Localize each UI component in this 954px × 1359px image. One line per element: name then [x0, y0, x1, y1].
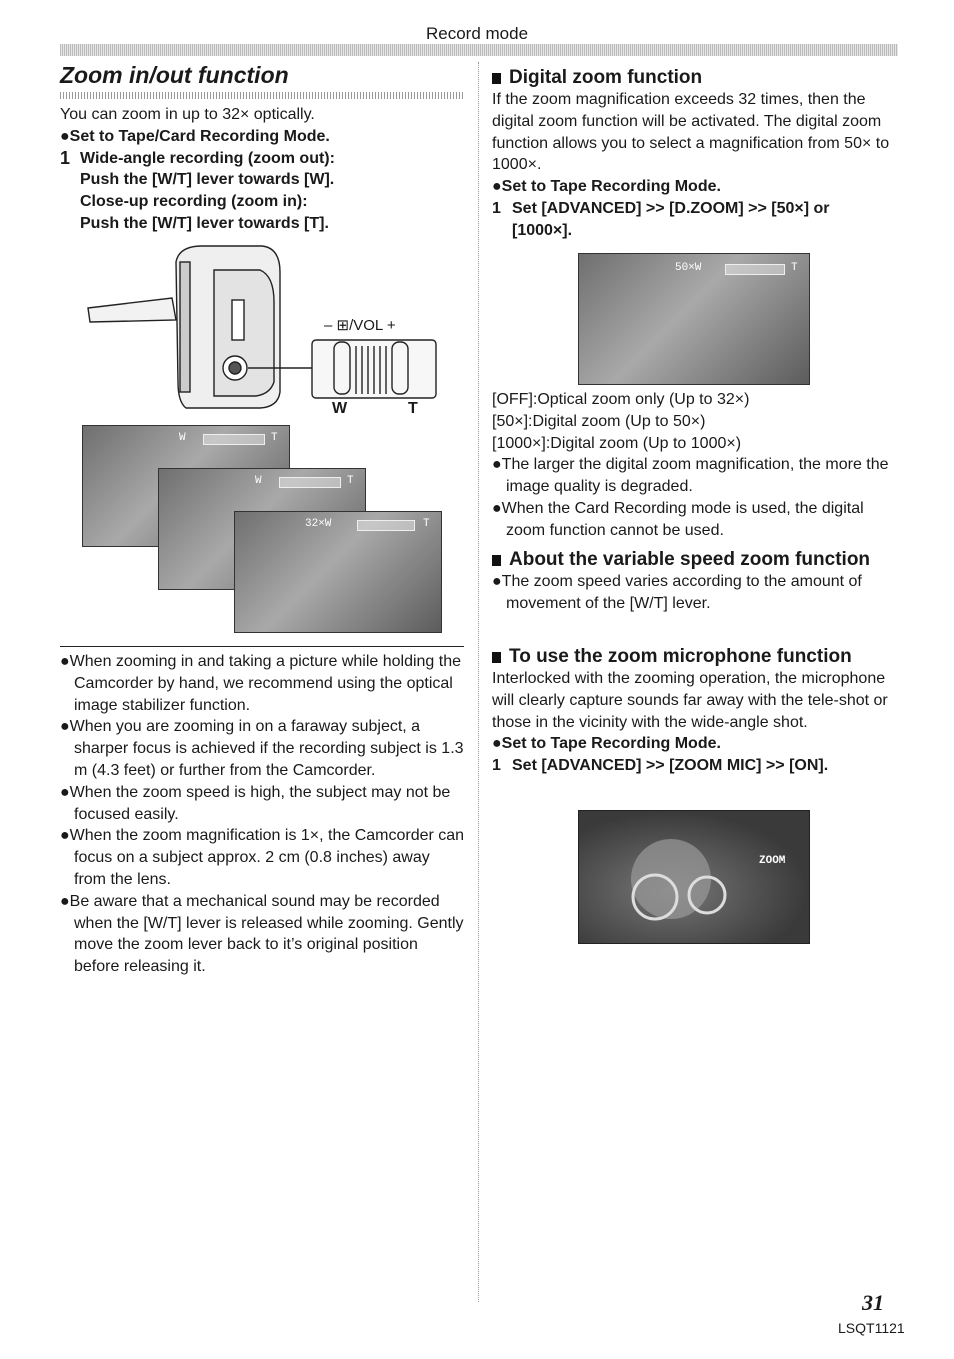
header-band: [60, 44, 898, 56]
note-item: ●When you are zooming in on a faraway subject, a sharper focus is achieved if the recording subject is 1.3 m (4.3 feet) or further from the Camcorder.: [60, 718, 464, 779]
zoom-mic-heading: To use the zoom microphone function: [492, 645, 896, 668]
left-intro-block: [60, 104, 466, 235]
variable-speed-heading: About the variable speed zoom function: [492, 548, 892, 571]
zoom-mic-section: [492, 645, 896, 777]
step-line: Wide-angle recording (zoom out):: [80, 149, 335, 167]
digital-zoom-heading: Digital zoom function: [492, 66, 892, 89]
osd-zoom-value: 50×W: [675, 262, 702, 274]
zoom-screen-3: [234, 511, 442, 633]
left-notes: [60, 651, 466, 978]
step-text: Set [ADVANCED] >> [ZOOM MIC] >> [ON].: [512, 757, 829, 775]
zoom-bar: [357, 520, 415, 531]
page-number: 31: [862, 1290, 884, 1315]
digital-zoom-section: [492, 66, 892, 242]
osd-t-label: T: [423, 518, 430, 530]
square-bullet-icon: [492, 73, 501, 84]
osd-zoom-mic: ZOOM: [759, 855, 786, 867]
section-title: Zoom in/out function: [60, 62, 289, 88]
title-rule: [60, 92, 464, 99]
lever-w-label: W: [332, 400, 348, 417]
osd-zoom-value: 32×W: [305, 518, 332, 530]
note-item: ●The zoom speed varies according to the amount of movement of the [W/T] lever.: [492, 573, 862, 612]
square-bullet-icon: [492, 652, 501, 663]
square-bullet-icon: [492, 555, 501, 566]
lever-label: – ⊞/VOL +: [324, 317, 396, 334]
step-number: 1: [60, 147, 71, 168]
note-item: ●Be aware that a mechanical sound may be recorded when the [W/T] lever is released while zooming. Gently move the zoom lever back to it’s original position before releasing it.: [60, 892, 464, 976]
step-line: Close-up recording (zoom in):: [80, 193, 308, 211]
digital-step-1: [492, 198, 892, 242]
step-text: Set [ADVANCED] >> [D.ZOOM] >> [50×] or [1000×].: [512, 199, 830, 239]
step-line: Push the [W/T] lever towards [W].: [80, 171, 335, 189]
osd-w-label: W: [179, 432, 186, 444]
prereq-text: ●Set to Tape/Card Recording Mode.: [60, 127, 330, 145]
osd-t-label: T: [791, 262, 798, 274]
zoom-bar: [725, 264, 785, 275]
option-item: [1000×]:Digital zoom (Up to 1000×): [492, 434, 742, 452]
osd-t-label: T: [271, 432, 278, 444]
zoom-mic-para: Interlocked with the zooming operation, the microphone will clearly capture sounds far away with the tele-shot or those in the vicinity with the wide-angle shot.: [492, 670, 888, 731]
option-item: [OFF]:Optical zoom only (Up to 32×): [492, 391, 750, 408]
mic-step-1: [492, 755, 896, 777]
notes-rule: [60, 646, 464, 647]
step-1: [60, 148, 466, 235]
note-item: ●When the Card Recording mode is used, the digital zoom function cannot be used.: [492, 499, 864, 539]
osd-w-label: W: [255, 475, 262, 487]
step-number: 1: [492, 199, 501, 217]
step-line: Push the [W/T] lever towards [T].: [80, 214, 329, 232]
digital-prereq: ●Set to Tape Recording Mode.: [492, 178, 721, 196]
column-divider: [478, 62, 479, 1302]
note-item: ●When zooming in and taking a picture while holding the Camcorder by hand, we recommend using the optical image stabilizer function.: [60, 653, 462, 714]
osd-t-label: T: [347, 475, 354, 487]
note-item: ●When the zoom speed is high, the subject may not be focused easily.: [60, 783, 451, 823]
digital-zoom-screen: [578, 253, 810, 385]
note-item: ●The larger the digital zoom magnification, the more the image quality is degraded.: [492, 456, 889, 496]
digital-options: [492, 389, 892, 542]
zoom-bar: [203, 434, 265, 445]
zoom-mic-screen: [578, 810, 810, 944]
lever-t-label: T: [408, 400, 418, 417]
variable-speed-section: [492, 548, 892, 615]
note-item: ●When the zoom magnification is 1×, the Camcorder can focus on a subject approx. 2 cm (0.8 inches) away from the lens.: [60, 827, 465, 888]
step-number: 1: [492, 757, 501, 775]
running-header: Record mode: [425, 24, 529, 43]
document-code: LSQT1121: [838, 1320, 905, 1336]
zoom-bar: [279, 477, 341, 488]
digital-zoom-para: If the zoom magnification exceeds 32 times, then the digital zoom function will be activated. The digital zoom function allows you to select a magnification from 50× to 1000×.: [492, 91, 890, 174]
mic-prereq: ●Set to Tape Recording Mode.: [492, 735, 721, 753]
option-item: [50×]:Digital zoom (Up to 50×): [492, 412, 706, 430]
child-photo: [579, 811, 809, 943]
intro-text: You can zoom in up to 32× optically.: [60, 106, 315, 123]
